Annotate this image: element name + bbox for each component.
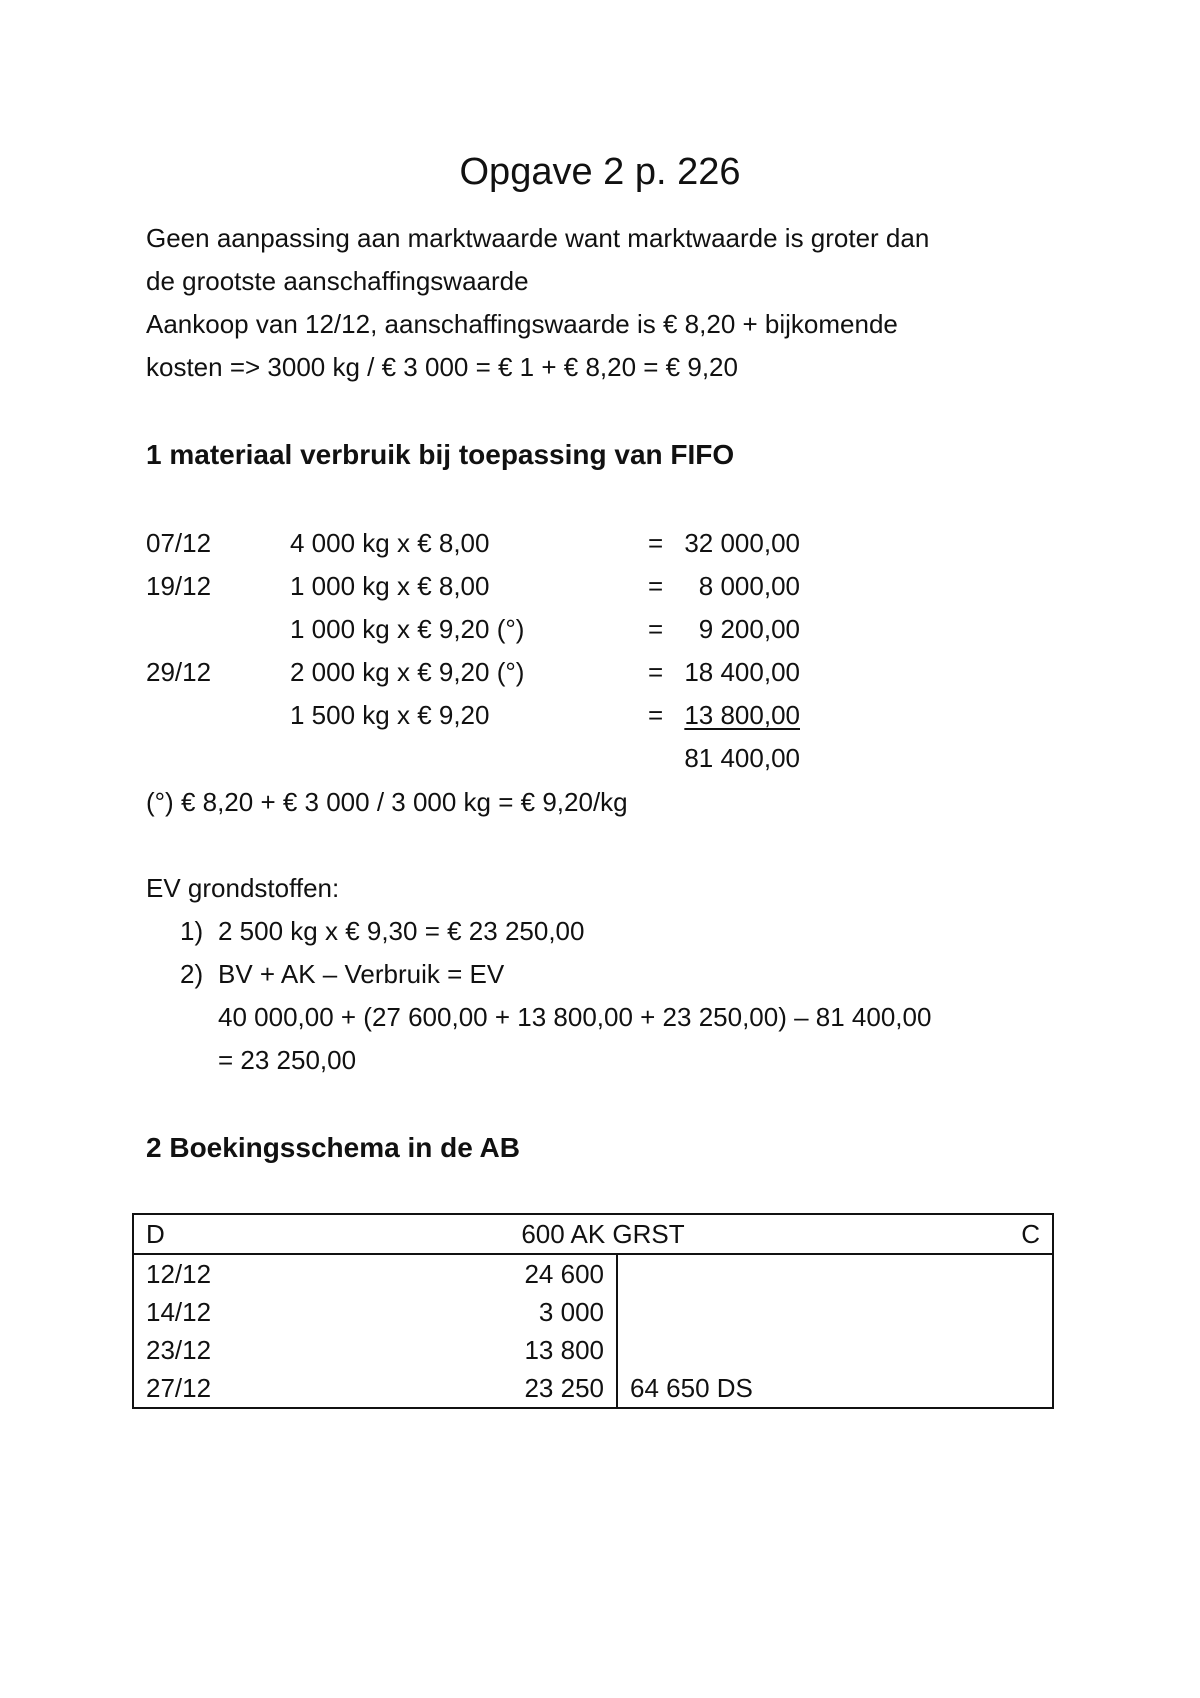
intro-line-1: Geen aanpassing aan marktwaarde want marktwaarde is groter dan xyxy=(146,223,930,253)
table-row xyxy=(133,1254,1053,1293)
fifo-row xyxy=(146,656,846,688)
fifo-date: 19/12 xyxy=(146,571,212,601)
list-number: 1) xyxy=(180,916,204,946)
fifo-equals: = xyxy=(648,657,664,687)
fifo-desc: 2 000 kg x € 9,20 (°) xyxy=(290,657,525,687)
fifo-equals: = xyxy=(648,528,664,558)
list-text: BV + AK – Verbruik = EV xyxy=(218,959,505,989)
list-number: 2) xyxy=(180,959,204,989)
debit-amount: 3 000 xyxy=(278,1293,617,1331)
list-text: 2 500 kg x € 9,30 = € 23 250,00 xyxy=(218,916,585,946)
table-row xyxy=(133,1331,1053,1369)
fifo-result: 18 400,00 xyxy=(684,657,800,687)
fifo-result: 32 000,00 xyxy=(684,528,800,558)
debit-label: D xyxy=(146,1219,165,1249)
fifo-equals: = xyxy=(648,700,664,730)
fifo-result: 13 800,00 xyxy=(684,700,800,730)
fifo-result: 8 000,00 xyxy=(698,571,800,601)
credit-amount xyxy=(617,1254,1053,1293)
fifo-row xyxy=(146,570,846,602)
fifo-total: 81 400,00 xyxy=(684,743,800,773)
section1-heading: 1 materiaal verbruik bij toepassing van FIFO xyxy=(146,439,735,470)
ev-calculation: 40 000,00 + (27 600,00 + 13 800,00 + 23 250,00) – 81 400,00 xyxy=(218,1002,932,1032)
fifo-desc: 1 000 kg x € 9,20 (°) xyxy=(290,614,525,644)
fifo-equals: = xyxy=(648,571,664,601)
fifo-row xyxy=(146,699,846,731)
page-title: Opgave 2 p. 226 xyxy=(459,151,741,193)
intro-line-4: kosten => 3000 kg / € 3 000 = € 1 + € 8,20 = € 9,20 xyxy=(146,352,738,382)
fifo-date: 07/12 xyxy=(146,528,212,558)
ev-label: EV grondstoffen: xyxy=(146,873,340,903)
credit-amount xyxy=(617,1293,1053,1331)
debit-amount: 23 250 xyxy=(278,1369,617,1408)
fifo-desc: 1 000 kg x € 8,00 xyxy=(290,571,490,601)
fifo-result: 9 200,00 xyxy=(698,614,800,644)
credit-amount: 64 650 DS xyxy=(630,1373,753,1403)
table-row xyxy=(133,1293,1053,1331)
fifo-desc: 1 500 kg x € 9,20 xyxy=(290,700,490,730)
fifo-row xyxy=(146,613,846,645)
t-account-header xyxy=(133,1214,1053,1254)
credit-label: C xyxy=(1021,1219,1040,1249)
entry-date: 12/12 xyxy=(146,1259,212,1289)
entry-date: 14/12 xyxy=(146,1297,212,1327)
credit-amount xyxy=(617,1331,1053,1369)
fifo-date: 29/12 xyxy=(146,657,212,687)
fifo-total-row xyxy=(146,742,846,774)
debit-amount: 13 800 xyxy=(278,1331,617,1369)
fifo-row xyxy=(146,527,846,559)
fifo-desc: 4 000 kg x € 8,00 xyxy=(290,528,490,558)
entry-date: 23/12 xyxy=(146,1335,212,1365)
intro-line-2: de grootste aanschaffingswaarde xyxy=(146,266,529,296)
fifo-equals: = xyxy=(648,614,664,644)
table-row xyxy=(133,1369,1053,1408)
entry-date: 27/12 xyxy=(146,1373,212,1403)
account-name: 600 AK GRST xyxy=(521,1219,685,1249)
debit-amount: 24 600 xyxy=(278,1254,617,1293)
footnote: (°) € 8,20 + € 3 000 / 3 000 kg = € 9,20/kg xyxy=(146,787,628,817)
intro-line-3: Aankoop van 12/12, aanschaffingswaarde is € 8,20 + bijkomende xyxy=(146,309,898,339)
ev-result: = 23 250,00 xyxy=(218,1045,357,1075)
section2-heading: 2 Boekingsschema in de AB xyxy=(146,1132,520,1163)
t-account-table xyxy=(132,1213,1054,1409)
